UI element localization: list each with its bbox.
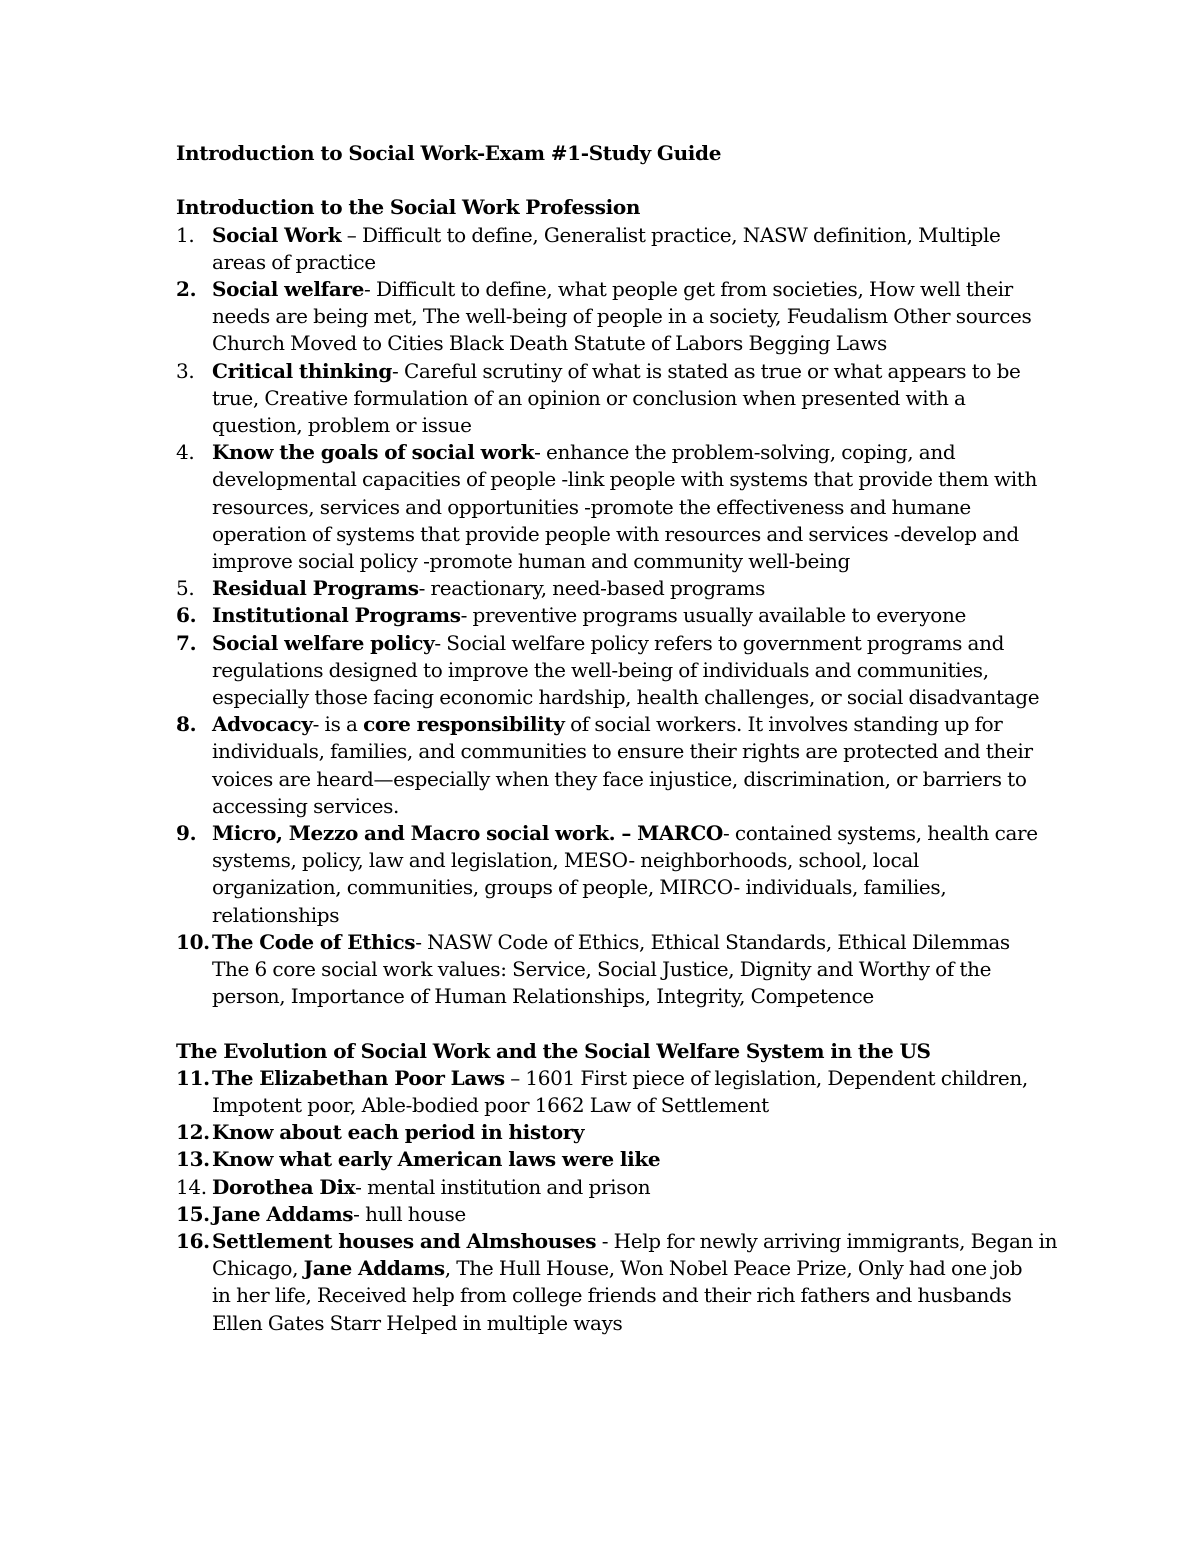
item-text: in her life, Received help from college friends and their rich fathers and husbands [212, 1283, 1012, 1308]
item-text: The 6 core social work values: Service, Social Justice, Dignity and Worthy of the [212, 957, 992, 982]
item-text: resources, services and opportunities -promote the effectiveness and humane [212, 494, 971, 519]
item-number: 6. [176, 603, 197, 628]
item-text: - Careful scrutiny of what is stated as true or what appears to be [392, 358, 1021, 383]
item-term: The Code of Ethics [212, 929, 416, 954]
list-item [176, 820, 1038, 929]
list-item [176, 1119, 1026, 1146]
item-text: - enhance the problem-solving, coping, and [534, 440, 956, 465]
item-text: - preventive programs usually available to everyone [460, 603, 967, 628]
item-text: voices are heard—especially when they face injustice, discrimination, or barriers to [212, 766, 1027, 791]
list-item [176, 1228, 1058, 1337]
item-text: organization, communities, groups of people, MIRCO- individuals, families, [212, 875, 947, 900]
list-item [176, 276, 1032, 358]
item-text: - reactionary, need-based programs [418, 576, 766, 601]
item-term: Know what early American laws were like [212, 1147, 661, 1172]
item-term: Micro, Mezzo and Macro social work. – MARCO [212, 821, 723, 846]
item-text: – Difficult to define, Generalist practice, NASW definition, Multiple [341, 222, 1001, 247]
item-text: Chicago, [212, 1256, 304, 1281]
item-text: - contained systems, health care [722, 821, 1038, 846]
item-number: 3. [176, 358, 195, 383]
item-number: 2. [176, 276, 197, 301]
item-number: 13. [176, 1147, 210, 1172]
item-number: 10. [176, 929, 210, 954]
item-text: Impotent poor, Able-bodied poor 1662 Law of Settlement [212, 1093, 769, 1118]
list-item [176, 602, 1026, 629]
item-text: - hull house [353, 1201, 466, 1226]
item-number: 8. [176, 712, 197, 737]
item-number: 14. [176, 1174, 207, 1199]
item-number: 7. [176, 630, 197, 655]
item-text: , The Hull House, Won Nobel Peace Prize, Only had one job [444, 1256, 1023, 1281]
item-number: 9. [176, 821, 197, 846]
item-emphasis: Jane Addams [303, 1256, 445, 1281]
list-item [176, 1065, 1026, 1119]
item-text: - NASW Code of Ethics, Ethical Standards, Ethical Dilemmas [415, 929, 1010, 954]
item-term: Social Work [212, 222, 342, 247]
item-emphasis: core responsibility [363, 712, 565, 737]
item-term: Social welfare policy [212, 630, 435, 655]
list-item [176, 439, 1037, 575]
item-text: of social workers. It involves standing up for [564, 712, 1003, 737]
item-text: needs are being met, The well-being of people in a society, Feudalism Other sources [212, 304, 1032, 329]
item-text: person, Importance of Human Relationships, Integrity, Competence [212, 984, 874, 1009]
item-text: improve social policy -promote human and community well-being [212, 549, 850, 574]
document-page [176, 140, 1058, 1337]
list-item [176, 222, 1026, 276]
item-text: relationships [212, 902, 340, 927]
item-text: Ellen Gates Starr Helped in multiple ways [212, 1310, 623, 1335]
list-item [176, 1146, 1026, 1173]
item-term: Institutional Programs [212, 603, 461, 628]
item-text: - is a [312, 712, 364, 737]
item-term: Social welfare [212, 276, 365, 301]
item-text: - mental institution and prison [355, 1174, 651, 1199]
item-number: 11. [176, 1065, 210, 1090]
spacer [176, 1010, 1026, 1037]
item-term: Advocacy [212, 712, 313, 737]
item-text: question, problem or issue [212, 413, 472, 437]
item-number: 15. [176, 1201, 210, 1226]
spacer [176, 167, 1026, 194]
list-item [176, 358, 1026, 440]
item-text: systems, policy, law and legislation, MESO- neighborhoods, school, local [212, 848, 919, 873]
list-item [176, 575, 1026, 602]
item-text: operation of systems that provide people with resources and services -develop and [212, 521, 1019, 546]
list-item [176, 1201, 1026, 1228]
item-term: Know the goals of social work [212, 440, 535, 465]
item-number: 4. [176, 440, 195, 465]
item-term: Know about each period in history [212, 1120, 585, 1145]
list-item [176, 711, 1033, 820]
item-term: Critical thinking [212, 358, 393, 383]
item-text: true, Creative formulation of an opinion or conclusion when presented with a [212, 385, 966, 410]
item-term: Settlement houses and Almshouses [212, 1229, 597, 1254]
item-number: 5. [176, 576, 195, 601]
item-number: 1. [176, 222, 195, 247]
item-text: especially those facing economic hardship, health challenges, or social disadvantage [212, 685, 1040, 710]
item-text: - Difficult to define, what people get from societies, How well their [364, 276, 1013, 301]
item-term: Jane Addams [212, 1201, 354, 1226]
list-item [176, 929, 1026, 1011]
item-text: regulations designed to improve the well-being of individuals and communities, [212, 657, 989, 682]
item-text: - Help for newly arriving immigrants, Began in [596, 1229, 1058, 1254]
item-term: Dorothea Dix [212, 1174, 356, 1199]
document-title: Introduction to Social Work-Exam #1-Study Guide [176, 141, 722, 165]
item-term: Residual Programs [212, 576, 419, 601]
item-term: The Elizabethan Poor Laws [212, 1065, 505, 1090]
item-text: developmental capacities of people -link people with systems that provide them with [212, 467, 1037, 492]
item-text: Church Moved to Cities Black Death Statute of Labors Begging Laws [212, 331, 887, 356]
section-heading: The Evolution of Social Work and the Social Welfare System in the US [176, 1038, 931, 1063]
section-heading: Introduction to the Social Work Profession [176, 195, 641, 220]
item-number: 12. [176, 1120, 210, 1145]
item-text: accessing services. [212, 793, 399, 818]
list-item [176, 630, 1040, 712]
item-text: – 1601 First piece of legislation, Dependent children, [504, 1065, 1028, 1090]
item-number: 16. [176, 1229, 210, 1254]
item-text: - Social welfare policy refers to government programs and [434, 630, 1005, 655]
item-text: individuals, families, and communities to ensure their rights are protected and their [212, 739, 1033, 764]
item-text: areas of practice [212, 249, 376, 274]
list-item [176, 1174, 1026, 1201]
